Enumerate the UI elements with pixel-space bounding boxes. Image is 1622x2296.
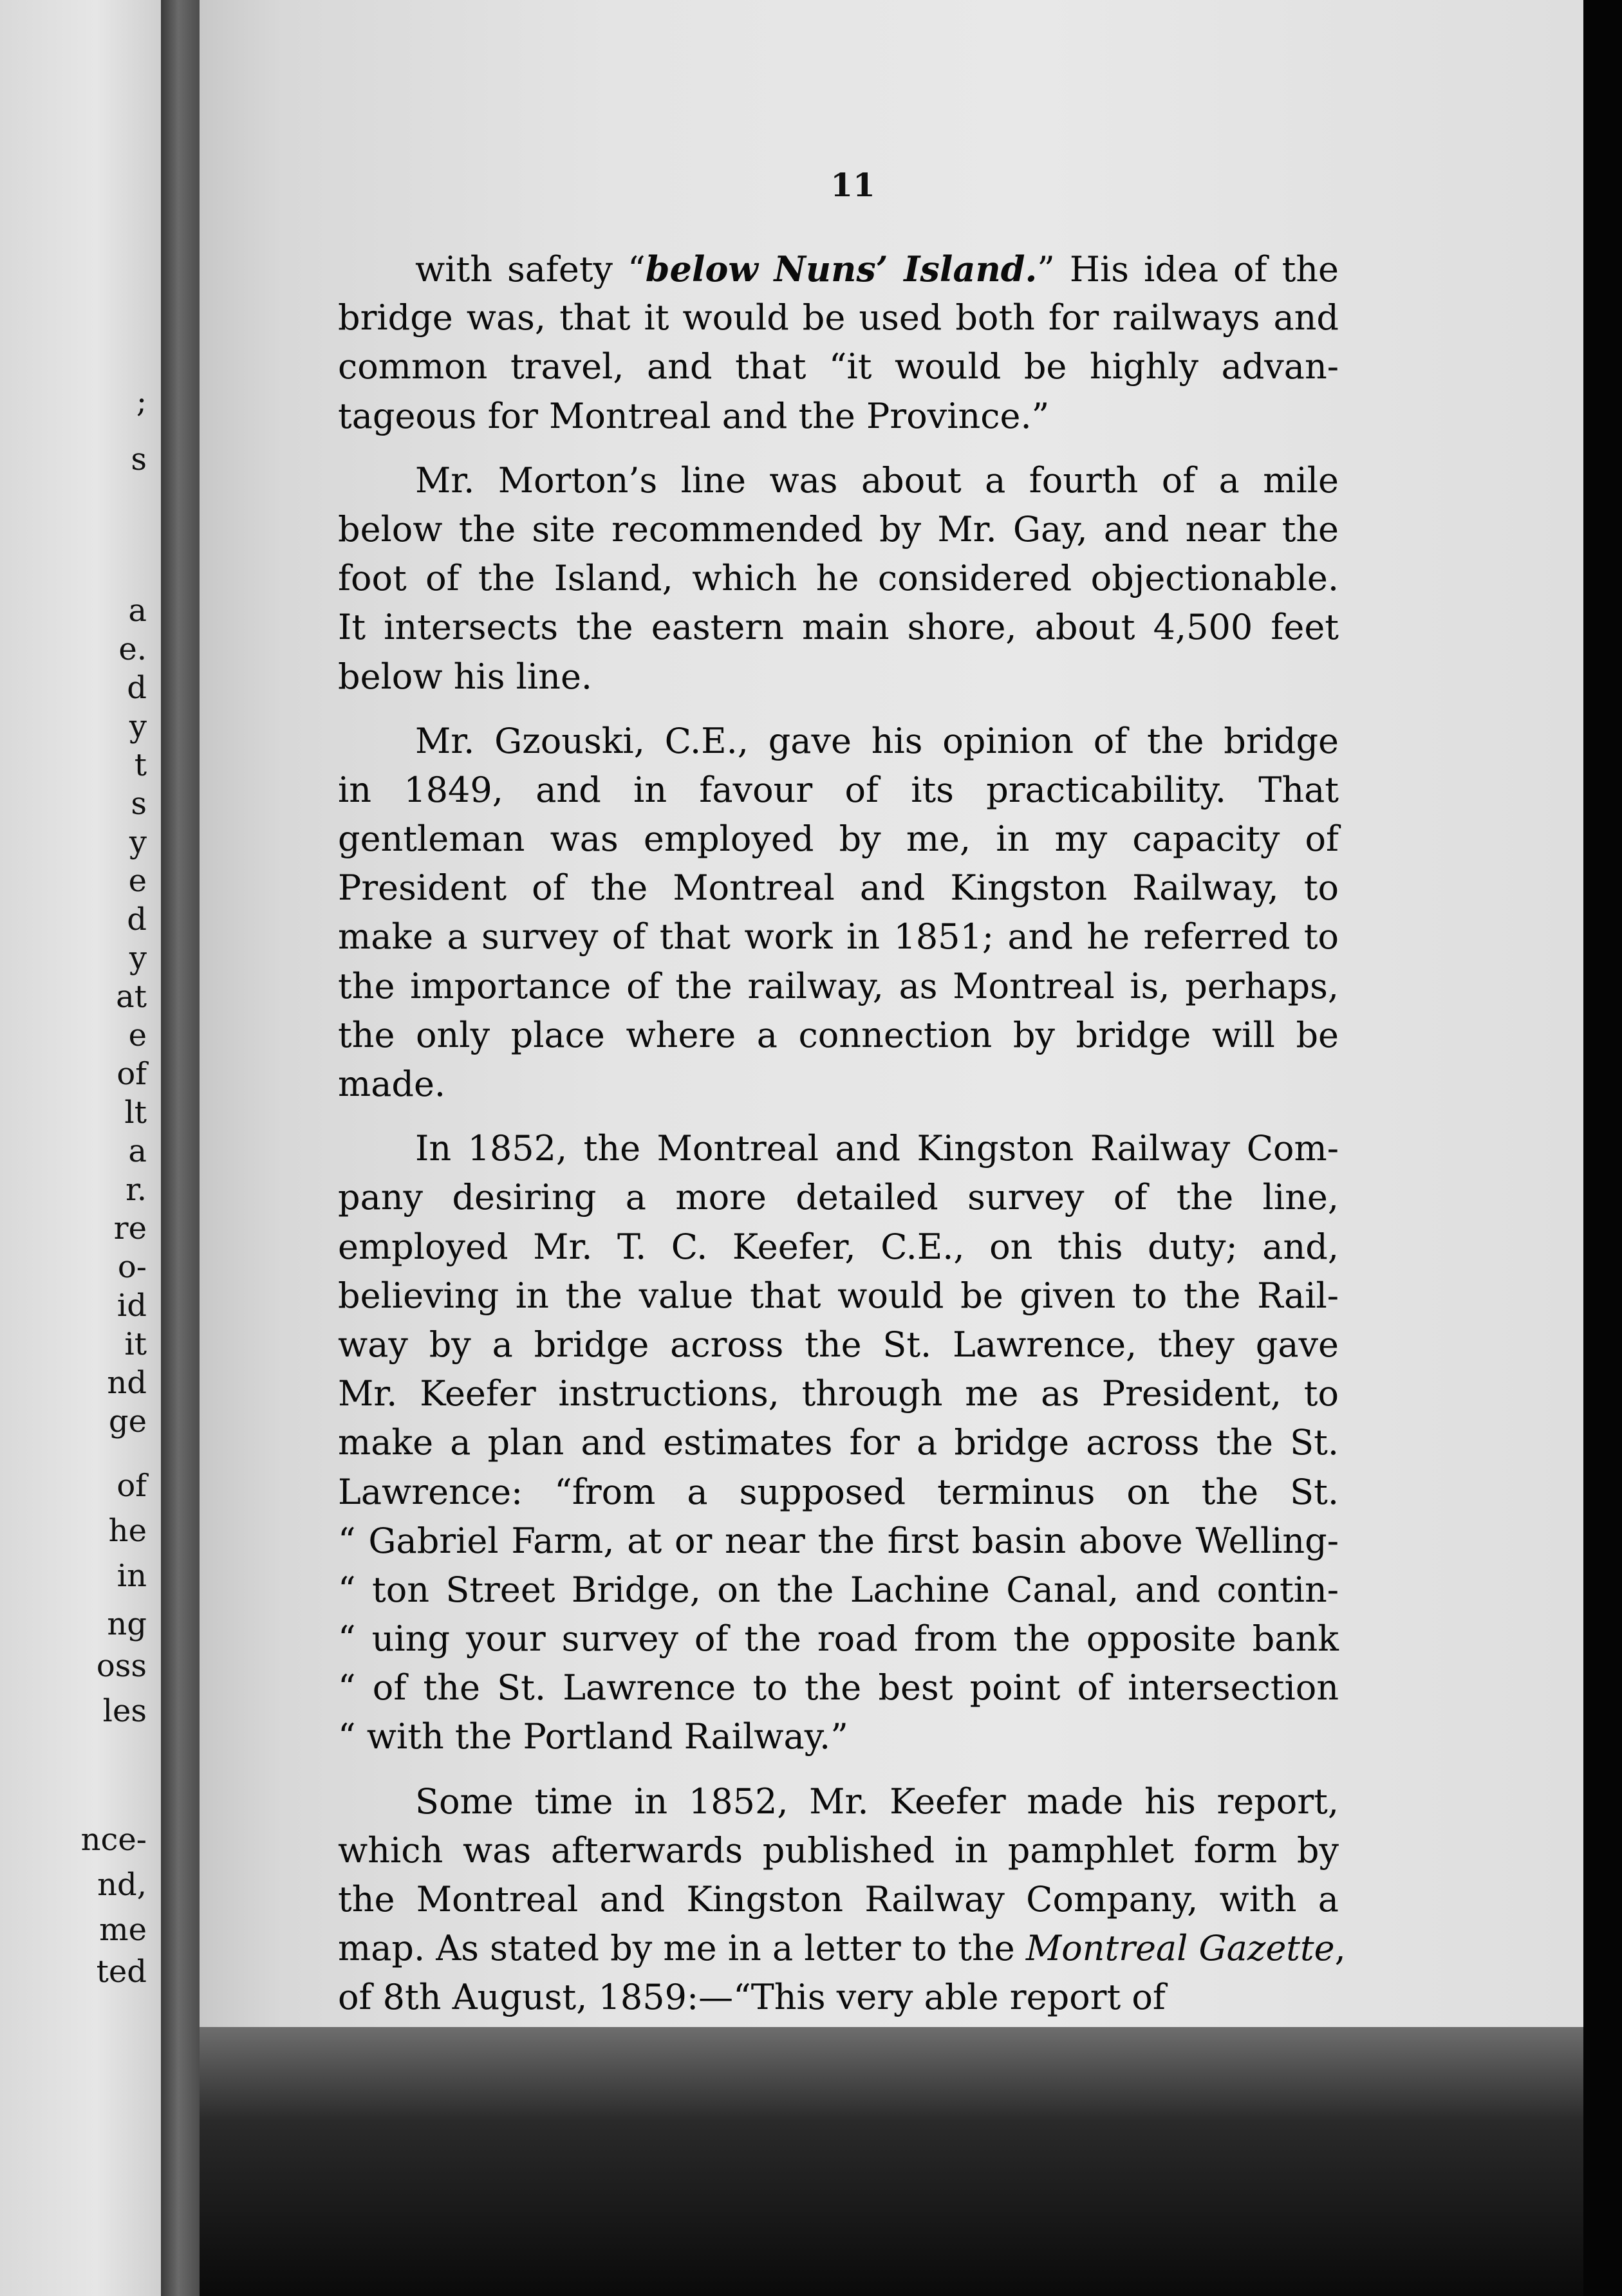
left-page-text-fragment: ng [107, 1606, 147, 1642]
text-line [338, 245, 1339, 293]
left-page-text-fragment: s [131, 786, 147, 822]
italic-text-run: below Nuns’ Island. [645, 248, 1038, 290]
left-page-text-fragment: me [99, 1912, 147, 1948]
left-page-text-fragment: of [117, 1468, 147, 1504]
text-line: “ Gabriel Farm, at or near the first basin above Welling- [338, 1520, 1339, 1561]
text-line: of 8th August, 1859:—“This very able report of [338, 1977, 1166, 2018]
left-page-text-fragment: ted [96, 1954, 147, 1990]
text-line: “ of the St. Lawrence to the best point of intersection [338, 1667, 1339, 1708]
text-line: President of the Montreal and Kingston Railway, to [338, 867, 1339, 909]
italic-text-run: Montreal Gazette [1025, 1928, 1335, 1969]
text-run: with safety “ [415, 249, 646, 290]
text-line: In 1852, the Montreal and Kingston Railway Com- [415, 1128, 1339, 1169]
text-line: foot of the Island, which he considered objectionable. [338, 558, 1339, 599]
paragraph [338, 245, 1339, 441]
paragraph [338, 717, 1339, 1109]
text-line: the only place where a connection by bridge will be [338, 1014, 1339, 1055]
left-page-fragment [0, 0, 161, 2296]
text-line: gentleman was employed by me, in my capacity of [338, 819, 1339, 860]
left-page-text-fragment: a [128, 593, 147, 629]
left-page-text-fragment: e [128, 863, 147, 899]
text-line: employed Mr. T. C. Keefer, C.E., on this duty; and, [338, 1226, 1339, 1267]
text-line: below the site recommended by Mr. Gay, and near the [338, 508, 1339, 550]
text-line: make a survey of that work in 1851; and he referred to [338, 916, 1339, 958]
paragraph [338, 1124, 1339, 1761]
text-line: the Montreal and Kingston Railway Company, with a [338, 1879, 1339, 1920]
page-right-edge [1583, 0, 1622, 2296]
left-page-text-fragment: of [117, 1056, 147, 1092]
left-page-text-fragment: nd, [97, 1867, 147, 1903]
left-page-text-fragment: oss [96, 1648, 147, 1684]
book-gutter [161, 0, 200, 2296]
text-line: common travel, and that “it would be highly advan- [338, 346, 1339, 387]
text-line: Lawrence: “from a supposed terminus on the St. [338, 1471, 1339, 1512]
text-line: Mr. Gzouski, C.E., gave his opinion of the bridge [415, 720, 1339, 761]
left-page-text-fragment: id [117, 1288, 147, 1324]
text-line: made. [338, 1064, 446, 1104]
text-line: tageous for Montreal and the Province.” [338, 395, 1050, 436]
text-run: map. As stated by me in a letter to the [338, 1928, 1026, 1969]
text-line: “ ton Street Bridge, on the Lachine Canal, and contin- [338, 1569, 1339, 1610]
left-page-text-fragment: ; [136, 384, 147, 420]
text-line [338, 1924, 1346, 1973]
text-line: in 1849, and in favour of its practicability. That [338, 769, 1339, 810]
text-line: It intersects the eastern main shore, about 4,500 feet [338, 607, 1339, 648]
text-line: way by a bridge across the St. Lawrence, they gave [338, 1324, 1339, 1365]
left-page-text-fragment: les [102, 1693, 147, 1729]
text-run: , [1334, 1928, 1346, 1969]
text-line: pany desiring a more detailed survey of the line, [338, 1177, 1339, 1218]
left-page-text-fragment: re [113, 1210, 147, 1246]
left-page-text-fragment: r. [126, 1172, 147, 1208]
text-line: Mr. Keefer instructions, through me as President, to [338, 1373, 1339, 1414]
left-page-text-fragment: a [128, 1133, 147, 1169]
text-line: “ with the Portland Railway.” [338, 1716, 848, 1757]
left-page-text-fragment: nce- [80, 1822, 147, 1858]
left-page-text-fragment: o- [117, 1249, 147, 1285]
left-page-text-fragment: t [134, 747, 147, 783]
left-page-text-fragment: y [129, 708, 147, 745]
paragraph [338, 456, 1339, 701]
left-page-text-fragment: s [131, 441, 147, 477]
text-line: below his line. [338, 656, 593, 697]
left-page-text-fragment: nd [107, 1365, 147, 1401]
left-page-text-fragment: y [129, 824, 147, 860]
left-page-text-fragment: lt [124, 1095, 147, 1131]
left-page-text-fragment: in [117, 1558, 147, 1594]
left-page-text-fragment: e. [118, 631, 147, 667]
left-page-text-fragment: at [116, 979, 147, 1015]
body-text [338, 245, 1346, 2038]
text-line: Mr. Morton’s line was about a fourth of a mile [415, 459, 1339, 501]
left-page-text-fragment: y [129, 940, 147, 976]
left-page-text-fragment: ge [108, 1403, 147, 1440]
text-line: bridge was, that it would be used both for railways and [338, 297, 1339, 338]
text-line: Some time in 1852, Mr. Keefer made his report, [415, 1781, 1339, 1822]
paragraph [338, 1777, 1346, 2023]
left-page-text-fragment: d [127, 670, 147, 706]
text-line: believing in the value that would be given to the Rail- [338, 1275, 1339, 1316]
left-page-text-fragment: e [128, 1017, 147, 1053]
left-page-text-fragment: he [108, 1513, 147, 1549]
left-page-text-fragment: d [127, 902, 147, 938]
text-line: the importance of the railway, as Montreal is, perhaps, [338, 965, 1339, 1006]
page-bottom-shadow [200, 2027, 1583, 2296]
page-number: 11 [830, 166, 875, 204]
text-run: ” His idea of the [1037, 249, 1339, 290]
text-line: make a plan and estimates for a bridge across the St. [338, 1422, 1339, 1463]
text-line: “ uing your survey of the road from the opposite bank [338, 1618, 1339, 1660]
left-page-text-fragment: it [124, 1326, 147, 1362]
text-line: which was afterwards published in pamphlet form by [338, 1829, 1339, 1871]
